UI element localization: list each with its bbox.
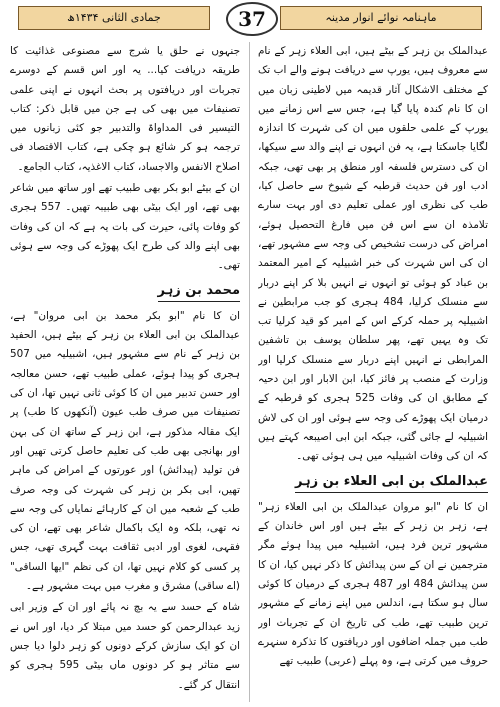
right-intro-paragraph: عبدالملک بن زہر کے بیٹے ہیں، ابی العلاء زہر کے نام سے معروف ہیں، یورپ سے دریافت ہونے والے اب تک کے مختلف الاشکال آثار قدیمہ میں لاطینی زبان میں ان کا نام کندہ پایا گیا ہے، جس سے اس زمانے میں یورپ کے علمی حلقوں میں ان کی شہرت کا اندازہ لگایا جاسکتا ہے، یہ فن انہوں نے اپنے والد سے سیکھا، ان کی دسترس فلسفہ اور منطق پر بھی تھی، جبکہ ادب اور فن حدیث قرطبہ کے شیوخ سے حاصل کیا، طب کی نظری اور عملی تعلیم دی اور بہت سارے تلامذہ ان سے اس فن میں فارغ التحصیل ہوئے، امراض کی درست تشخیص کی وجہ سے مشہور تھے، ان کی اس شہرت کی خبر اشبیلیہ کے امیر المعتمد بن عباد کو ہوئی تو انہوں نے انہیں بلا کر اپنے دربار سے منسلک کرلیا، 484 ہجری کو جب مرابطین نے اشبیلیہ پر حملہ کرکے اس کے امیر کو قید کرلیا تب تک وہ یہیں تھے، پھر سلطان یوسف بن تاشفین المرابطی نے انہیں اپنے دربار سے منسلک کرلیا اور وزارت کے منصب پر فائز کیا، ابن الابار اور ابن دحیہ کے مطابق ان کی وفات 525 ہجری کو قرطبہ کے درمیان ایک پھوڑے کی وجہ سے ہوئی اور ان کی لاش اشبیلیہ لے جائی گئی، جبکہ ابن ابی اصیبعہ کہتے ہیں کہ ان کی وفات اشبیلیہ میں ہی ہوئی تھی۔: [258, 45, 488, 463]
section-heading-muhammad: محمد بن زہر: [158, 281, 240, 302]
section-heading-abdulmalik: عبدالملک بن ابی العلاء بن زہر: [295, 472, 488, 493]
page-number: 37: [226, 2, 278, 36]
left-first-paragraph: جنہوں نے حلق یا شرج سے مصنوعی غذائیت کا طریقہ دریافت کیا... یہ اور اس قسم کے دوسرے تجربات اور دریافتوں پر بحث انہوں نے اپنی علمی تصنیفات میں بھی کی ہے جن میں قابل ذکر: کتاب التیسیر فی المداواۃ والتدبیر جو کئی زبانوں میں ترجمہ ہو کر شائع ہو چکی ہے، کتاب الاقتصاد فی اصلاح الانفس والاجساد، کتاب الاغذیہ، کتاب الجامع۔: [10, 45, 240, 173]
left-fourth-paragraph: شاہ کے حسد سے یہ بچ نہ پائے اور ان کے وزیر ابی زید عبدالرحمن کو حسد میں مبتلا کر دیا، اور اس نے ان کو ایک سازش کرکے دونوں کو زہر دلوا دیا جس سے متاثر ہو کر دونوں ماں بیٹی 595 ہجری کو انتقال کر گئے۔: [10, 601, 240, 691]
magazine-title: ماہنامہ نوائے انوار مدینہ: [280, 6, 482, 30]
right-second-paragraph: ان کا نام "ابو مروان عبدالملک بن ابی العلاء زہر" ہے، زہر بن زہر کے بیٹے ہیں اور اس خاندان کے مشہور ترین فرد ہیں، اشبیلیہ میں پیدا ہوئے مگر مترجمین نے ان کے سن پیدائش کا ذکر نہیں کیا، ان کا سن پیدائش 484 اور 487 ہجری کے درمیان کا کوئی سال ہو سکتا ہے، اندلس میں اپنے زمانے کے مشہور ترین طبیب تھے، طب کی تاریخ ان کے تجربات اور طب میں جملہ اضافوں اور دریافتوں کا تذکرہ سنہرے حروف میں کرتی ہے، وہ پہلے (عربی) طبیب تھے: [258, 500, 488, 668]
right-column: [258, 42, 488, 702]
issue-date-label: جمادی الثانی ۱۴۳۴ھ: [18, 6, 210, 30]
column-divider: [249, 42, 250, 702]
page-header: [0, 0, 500, 34]
left-column: [10, 42, 240, 702]
left-second-paragraph: ان کے بیٹے ابو بکر بھی طبیب تھے اور ساتھ میں شاعر بھی تھے، اور ایک بیٹی بھی طبیبہ تھیں۔ 557 ہجری کو وفات پائی، حیرت کی بات یہ ہے کہ ان کی وفات بھی اپنے والد کی طرح ایک پھوڑے کی وجہ سے ہوئی تھی۔: [10, 182, 240, 272]
left-third-paragraph: ان کا نام "ابو بکر محمد بن ابی مروان" ہے، عبدالملک بن ابی العلاء بن زہر کے بیٹے ہیں، الحفید بن زہر کے نام سے مشہور ہیں، اشبیلیہ میں 507 ہجری کو پیدا ہوئے، عملی طبیب تھے، حسن معالجہ اور حسن تدبیر میں ان کا کوئی ثانی نہیں تھا، ان کی تصنیفات میں صرف طب عیون (آنکھوں کا طب) پر ایک مقالہ مذکور ہے، ابن زہر کے ساتھ ان کی بہن اور بھانجی بھی طب کی تعلیم حاصل کرتی تھیں اور فن تولید (پیدائش) اور عورتوں کے امراض کی ماہر تھیں، ابی بکر بن زہر کی شہرت کی وجہ صرف طب کے شعبہ میں ان کے کارہائے نمایاں کی وجہ سے نہ تھی، بلکہ وہ ایک باکمال شاعر بھی تھے، ان کی فقہی، لغوی اور ادبی ثقافت بہت گہری تھی، جس پر کسی کو کلام نہیں تھا، ان کی نظم "ایھا الساقی" (اے ساقی) مشرق و مغرب میں بہت مشہور ہے۔: [10, 309, 240, 593]
